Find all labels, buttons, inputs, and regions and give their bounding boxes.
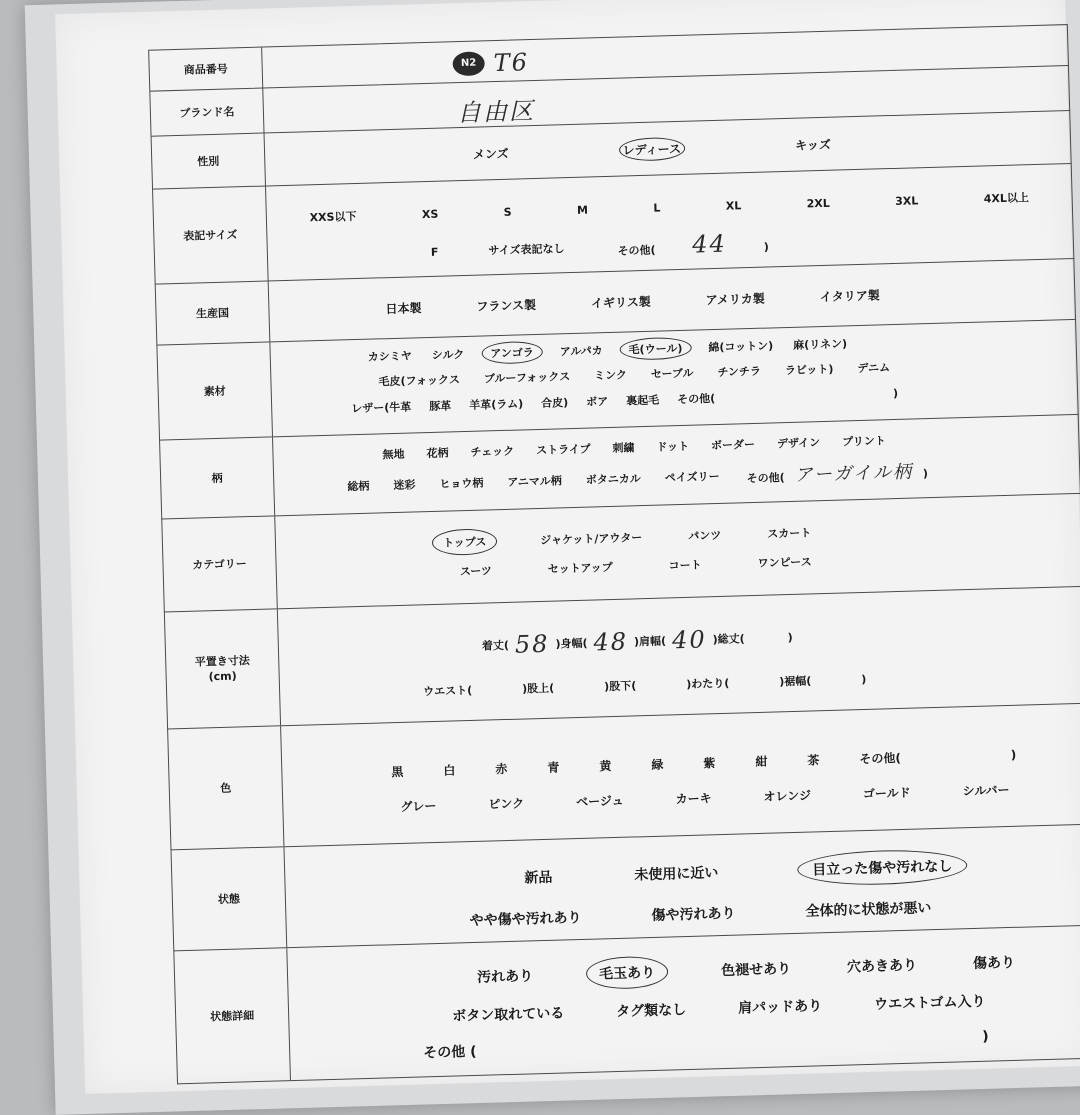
condition-slight-damage: やや傷や汚れあり — [469, 909, 582, 930]
material-pig: 豚革 — [429, 399, 452, 414]
measure-inseam: )股下( — [604, 679, 637, 694]
material-leather-cow: レザー(牛革 — [351, 400, 412, 416]
pattern-allover: 総柄 — [347, 479, 370, 494]
material-cotton: 綿(コットン) — [708, 339, 774, 355]
label-measure-unit: (cm) — [208, 669, 237, 684]
measure-body-label: )身幅( — [555, 636, 588, 651]
size-4xl: 4XL以上 — [983, 191, 1030, 206]
product-no-badge: N2 — [452, 51, 485, 76]
pattern-design: デザイン — [776, 436, 821, 451]
measure-hem: )裾幅( — [779, 674, 812, 689]
origin-japan: 日本製 — [385, 300, 422, 316]
condition-near-new: 未使用に近い — [634, 865, 719, 884]
material-fur-fox: 毛皮(フォックス — [378, 373, 461, 389]
material-chinchilla: チンチラ — [717, 364, 762, 379]
material-angora-selected: アンゴラ — [481, 341, 543, 365]
material-other: その他( — [676, 392, 716, 407]
size-2xl: 2XL — [806, 196, 830, 210]
detail-holes: 穴あきあり — [846, 957, 918, 976]
material-sable: セーブル — [650, 366, 694, 381]
pattern-other: その他( アーガイル柄 ) — [740, 455, 934, 490]
color-gray: グレー — [400, 798, 437, 814]
product-form — [148, 24, 1080, 1084]
material-fleece: 裏起毛 — [625, 393, 660, 408]
detail-button-missing: ボタン取れている — [452, 1005, 565, 1025]
material-mink: ミンク — [593, 368, 628, 383]
origin-france: フランス製 — [476, 297, 537, 314]
paper-sheet — [55, 0, 1080, 1094]
detail-fading: 色褪せあり — [720, 961, 792, 980]
measure-body-value: 48 — [593, 627, 629, 657]
material-alpaca: アルパカ — [559, 344, 603, 359]
condition-new: 新品 — [524, 869, 553, 887]
detail-scratches: 傷あり — [972, 954, 1016, 973]
detail-other-close: ) — [982, 1028, 989, 1045]
detail-other: その他 ( — [423, 1043, 477, 1062]
color-khaki: カーキ — [675, 791, 712, 807]
pattern-stripe: ストライプ — [535, 442, 591, 458]
category-tops-selected: トップス — [432, 528, 498, 556]
measure-thigh: )わたり( — [686, 676, 730, 691]
color-silver: シルバー — [962, 782, 1010, 799]
measure-rise: )股上( — [521, 681, 555, 696]
material-other-close: ) — [892, 386, 899, 400]
detail-no-tags: タグ類なし — [615, 1002, 687, 1021]
label-measure-main: 平置き寸法 — [194, 654, 250, 669]
label-category: カテゴリー — [162, 516, 278, 611]
origin-italy: イタリア製 — [819, 287, 880, 304]
label-size: 表記サイズ — [153, 186, 269, 283]
category-skirt: スカート — [767, 526, 812, 541]
pattern-botanical: ボタニカル — [585, 472, 641, 487]
label-condition: 状態 — [172, 847, 288, 950]
color-gold: ゴールド — [862, 785, 911, 802]
measure-waist: ウエスト( — [422, 683, 473, 699]
color-black: 黒 — [391, 764, 404, 780]
measure-shoulder-value: 40 — [671, 625, 708, 655]
label-detail: 状態詳細 — [174, 948, 291, 1083]
label-product-no: 商品番号 — [149, 48, 263, 91]
detail-pilling-selected: 毛玉あり — [586, 956, 669, 990]
color-navy: 紺 — [755, 754, 768, 770]
measure-shoulder-label: )肩幅( — [633, 634, 667, 649]
material-cashmere: カシミヤ — [367, 349, 412, 364]
pattern-border: ボーダー — [710, 437, 756, 453]
label-brand: ブランド名 — [150, 89, 264, 136]
color-blue: 青 — [547, 760, 560, 775]
measure-close: ) — [861, 672, 867, 686]
brand-value: 自由区 — [456, 96, 536, 128]
row-detail — [173, 926, 1080, 1085]
size-f: F — [430, 245, 439, 259]
pattern-print: プリント — [841, 434, 886, 449]
detail-shoulder-pads: 肩パッドあり — [737, 998, 823, 1017]
label-measure — [165, 609, 281, 728]
gender-kids: キッズ — [794, 137, 832, 153]
pattern-embroidery: 刺繍 — [612, 441, 635, 455]
pattern-plain: 無地 — [382, 447, 405, 462]
size-xs: XS — [421, 207, 439, 221]
pattern-other-value: アーガイル柄 — [794, 461, 914, 486]
color-pink: ピンク — [488, 796, 525, 812]
size-m: M — [576, 203, 589, 217]
detail-stain: 汚れあり — [476, 968, 534, 986]
material-silk: シルク — [431, 348, 465, 362]
size-l: L — [653, 200, 661, 215]
condition-poor: 全体的に状態が悪い — [805, 900, 932, 920]
material-linen: 麻(リネン) — [793, 337, 848, 352]
pattern-camo: 迷彩 — [393, 478, 416, 493]
size-xl: XL — [725, 198, 742, 213]
size-other: その他( 44 ) — [617, 229, 770, 259]
color-brown: 茶 — [807, 753, 820, 768]
material-denim: デニム — [857, 361, 891, 376]
category-setup: セットアップ — [547, 560, 613, 576]
gender-ladies-selected: レディース — [618, 136, 685, 161]
color-beige: ベージュ — [575, 793, 624, 810]
category-onepiece: ワンピース — [757, 555, 812, 570]
pattern-floral: 花柄 — [426, 446, 449, 461]
material-synthetic: 合皮) — [540, 396, 569, 410]
category-coat: コート — [668, 558, 702, 573]
condition-no-damage-selected: 目立った傷や汚れなし — [797, 848, 968, 887]
measure-length-value: 58 — [514, 629, 550, 659]
color-purple: 紫 — [703, 756, 716, 771]
size-none: サイズ表記なし — [488, 242, 565, 258]
measure-length-label: 着丈( — [481, 638, 510, 653]
pattern-animal: アニマル柄 — [507, 474, 562, 489]
label-material: 素材 — [157, 342, 273, 439]
color-orange: オレンジ — [763, 788, 812, 804]
material-boa: ボア — [585, 395, 609, 409]
pattern-paisley: ペイズリー — [664, 469, 720, 485]
material-wool-selected: 毛(ウール) — [619, 337, 691, 361]
origin-uk: イギリス製 — [590, 294, 651, 310]
origin-usa: アメリカ製 — [705, 291, 765, 307]
size-3xl: 3XL — [894, 193, 919, 208]
size-other-value: 44 — [691, 229, 728, 259]
pattern-leopard: ヒョウ柄 — [439, 476, 484, 491]
label-pattern: 柄 — [160, 437, 275, 518]
size-xxs: XXS以下 — [309, 209, 357, 225]
category-pants: パンツ — [688, 528, 722, 543]
condition-damage: 傷や汚れあり — [651, 905, 736, 925]
pattern-dot: ドット — [656, 439, 690, 454]
color-red: 赤 — [495, 761, 508, 777]
material-blue-fox: ブルーフォックス — [483, 370, 571, 386]
label-color: 色 — [168, 726, 284, 849]
gender-mens: メンズ — [472, 146, 509, 162]
color-yellow: 黄 — [599, 759, 612, 774]
category-jacket: ジャケット/アウター — [540, 531, 643, 547]
label-origin: 生産国 — [156, 281, 271, 344]
material-lamb: 羊革(ラム) — [469, 397, 524, 412]
color-white: 白 — [443, 763, 456, 778]
size-s: S — [503, 205, 512, 219]
measure-total-close: ) — [787, 630, 793, 644]
measure-total-label: )総丈( — [712, 632, 745, 647]
color-other-close: ) — [1010, 747, 1017, 762]
label-gender: 性別 — [152, 134, 266, 189]
detail-elastic-waist: ウエストゴム入り — [873, 993, 986, 1013]
material-rabbit: ラビット) — [784, 362, 834, 378]
pattern-check: チェック — [470, 444, 515, 459]
color-green: 緑 — [651, 757, 664, 772]
product-no-value: T6 — [493, 48, 530, 78]
category-suit: スーツ — [459, 564, 493, 579]
color-other: その他( — [859, 750, 902, 767]
